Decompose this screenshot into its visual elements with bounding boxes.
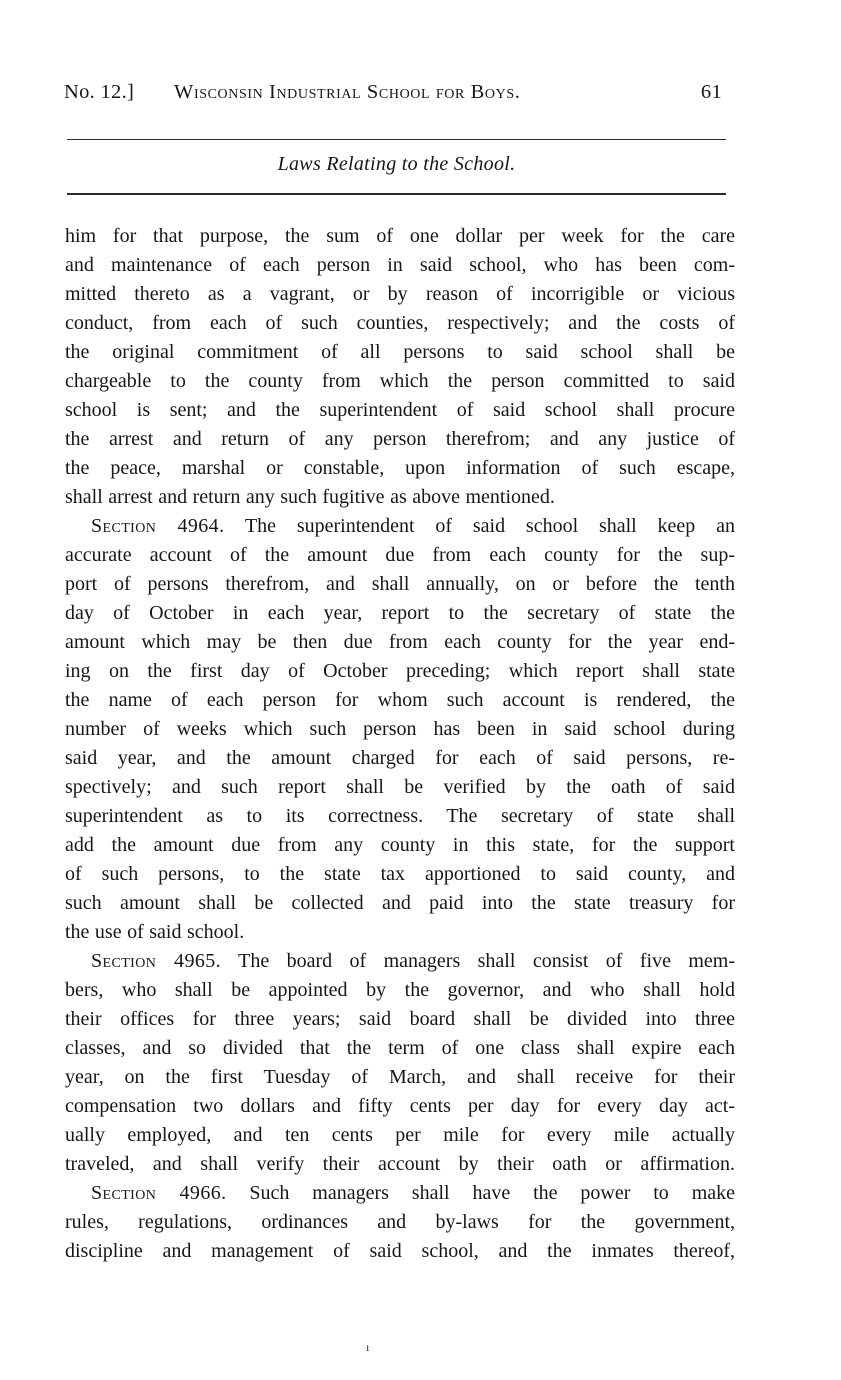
text-line: and maintenance of each person in said school, who has been com- (65, 254, 735, 276)
text-line: bers, who shall be appointed by the governor, and who shall hold (65, 979, 735, 1001)
text-line: port of persons therefrom, and shall annually, on or before the tenth (65, 573, 735, 595)
text-line: ually employed, and ten cents per mile for every mile actually (65, 1124, 735, 1146)
section-first-line (65, 947, 735, 976)
section-label: Section 4966. (91, 1182, 227, 1204)
text-line: chargeable to the county from which the person committed to said (65, 370, 735, 392)
text-line: shall arrest and return any such fugitive as above mentioned. (65, 486, 555, 508)
text-line: year, on the first Tuesday of March, and shall receive for their (65, 1066, 735, 1088)
text-line: rules, regulations, ordinances and by-laws for the government, (65, 1211, 735, 1233)
text-line: discipline and management of said school, and the inmates thereof, (65, 1240, 735, 1262)
text-line: conduct, from each of such counties, respectively; and the costs of (65, 312, 735, 334)
section-first-line (65, 1179, 735, 1208)
text-line: spectively; and such report shall be verified by the oath of said (65, 776, 735, 798)
text-line: such amount shall be collected and paid into the state treasury for (65, 892, 735, 914)
text-line: number of weeks which such person has been in said school during (65, 718, 735, 740)
body-text (65, 222, 735, 1266)
text-line: amount which may be then due from each county for the year end- (65, 631, 735, 653)
text-line: him for that purpose, the sum of one dollar per week for the care (65, 225, 735, 247)
section-opening-text: The board of managers shall consist of five mem- (238, 950, 736, 972)
text-line: the arrest and return of any person therefrom; and any justice of (65, 428, 735, 450)
running-title: Wisconsin Industrial School for Boys. (174, 81, 521, 103)
text-line: mitted thereto as a vagrant, or by reason of incorrigible or vicious (65, 283, 735, 305)
section-label: Section 4965. (91, 950, 222, 972)
section-opening-text: Such managers shall have the power to make (249, 1182, 735, 1204)
section-subheading: Laws Relating to the School. (277, 153, 516, 175)
text-line: classes, and so divided that the term of one class shall expire each (65, 1037, 735, 1059)
text-line: ing on the first day of October preceding; which report shall state (65, 660, 735, 682)
section-4964-paragraph (65, 512, 735, 947)
text-line: traveled, and shall verify their account by their oath or affirmation. (65, 1153, 735, 1175)
text-line: of such persons, to the state tax apportioned to said county, and (65, 863, 735, 885)
section-4966-paragraph (65, 1179, 735, 1266)
text-line: add the amount due from any county in this state, for the support (65, 834, 735, 856)
continuation-paragraph (65, 222, 735, 512)
text-line: accurate account of the amount due from each county for the sup- (65, 544, 735, 566)
text-line: said year, and the amount charged for each of said persons, re- (65, 747, 735, 769)
document-number: No. 12.] (64, 81, 135, 103)
section-label: Section 4964. (91, 515, 225, 537)
text-line: the peace, marshal or constable, upon information of such escape, (65, 457, 735, 479)
header-rule-bottom (67, 193, 726, 195)
page-number: 61 (700, 81, 722, 103)
print-mark: ı (366, 1340, 370, 1354)
text-line: day of October in each year, report to the secretary of state the (65, 602, 735, 624)
text-line: the original commitment of all persons to said school shall be (65, 341, 735, 363)
running-header (64, 81, 730, 111)
text-line: superintendent as to its correctness. The secretary of state shall (65, 805, 735, 827)
header-rule-top (67, 139, 726, 140)
text-line: compensation two dollars and fifty cents per day for every day act- (65, 1095, 735, 1117)
text-line: the name of each person for whom such account is rendered, the (65, 689, 735, 711)
text-line: the use of said school. (65, 921, 245, 943)
section-first-line (65, 512, 735, 541)
section-opening-text: The superintendent of said school shall keep an (244, 515, 735, 537)
text-line: school is sent; and the superintendent of said school shall procure (65, 399, 735, 421)
section-4965-paragraph (65, 947, 735, 1179)
text-line: their offices for three years; said board shall be divided into three (65, 1008, 735, 1030)
